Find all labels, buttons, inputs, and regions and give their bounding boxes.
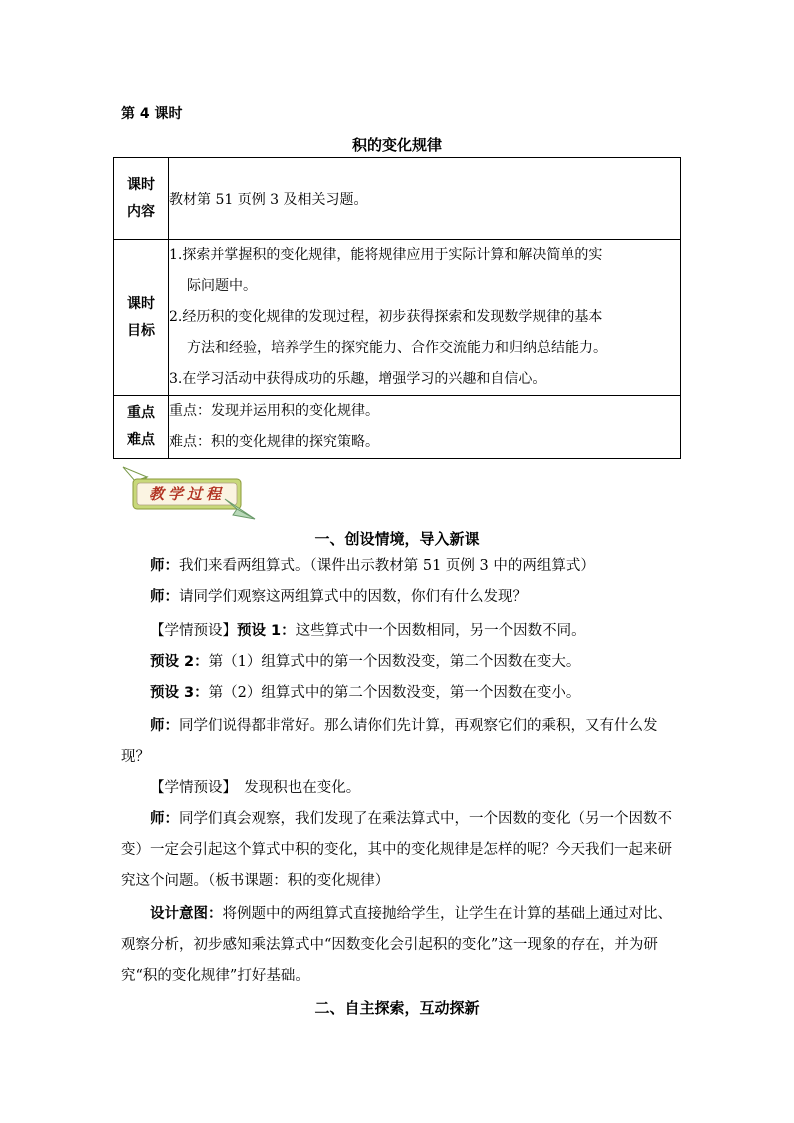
preset-tag: 【学情预设】 bbox=[150, 780, 230, 796]
paragraph-2 bbox=[121, 582, 674, 613]
content-text: 教材第 51 页例 3 及相关习题。 bbox=[169, 191, 368, 208]
goal-2-line-2: 方法和经验，培养学生的探究能力、合作交流能力和归纳总结能力。 bbox=[187, 340, 607, 356]
goal-label-line1: 课时 bbox=[127, 295, 155, 312]
content-row bbox=[114, 158, 681, 240]
paragraph-text: 第（1）组算式中的第一个因数没变，第二个因数在变大。 bbox=[208, 654, 581, 670]
speaker-label: 师： bbox=[150, 811, 179, 827]
lesson-info-table bbox=[113, 157, 681, 459]
paragraph-text: 这些算式中一个因数相同，另一个因数不同。 bbox=[295, 623, 586, 639]
goal-row bbox=[114, 240, 681, 396]
paragraph-text: 第（2）组算式中的第二个因数没变，第一个因数在变小。 bbox=[208, 685, 581, 701]
paragraph-text: 同学们真会观察，我们发现了在乘法算式中，一个因数的变化（另一个因数不变）一定会引起这个算式中积的变化，其中的变化规律是怎样的呢？今天我们一起来研究这个问题。（板书课题：积的变化规律） bbox=[121, 811, 672, 889]
preset-label: 预设 3： bbox=[150, 685, 209, 701]
design-intent-label: 设计意图： bbox=[150, 906, 223, 922]
paragraph-4 bbox=[121, 647, 674, 678]
content-label-line2: 内容 bbox=[127, 203, 155, 220]
paragraph-7 bbox=[121, 773, 674, 804]
content-cell bbox=[169, 158, 681, 240]
goal-cell bbox=[169, 240, 681, 396]
badge-text: 教学过程 bbox=[148, 485, 225, 503]
preset-label: 预设 1： bbox=[237, 623, 296, 639]
paragraph-8 bbox=[121, 804, 674, 897]
lesson-number: 第 4 课时 bbox=[121, 106, 183, 122]
goal-1-line-2: 际问题中。 bbox=[187, 278, 257, 294]
paragraph-5 bbox=[121, 678, 674, 709]
paragraph-text: 同学们说得都非常好。那么请你们先计算，再观察它们的乘积，又有什么发现？ bbox=[121, 718, 658, 765]
content-label bbox=[114, 158, 169, 240]
key-point: 重点：发现并运用积的变化规律。 bbox=[169, 403, 379, 419]
paragraph-3 bbox=[121, 616, 674, 647]
paragraph-text: 发现积也在变化。 bbox=[229, 780, 361, 796]
content-label-line1: 课时 bbox=[127, 176, 155, 193]
paragraph-text: 将例题中的两组算式直接抛给学生，让学生在计算的基础上通过对比、观察分析，初步感知乘法算式中“因数变化会引起积的变化”这一现象的存在，并为研究“积的变化规律”打好基础。 bbox=[121, 906, 672, 984]
difficult-point: 难点：积的变化规律的探究策略。 bbox=[169, 434, 379, 450]
key-label-line1: 重点 bbox=[127, 405, 155, 421]
preset-tag: 【学情预设】 bbox=[150, 623, 237, 639]
key-row bbox=[114, 396, 681, 459]
goal-2-line-1: 2.经历积的变化规律的发现过程，初步获得探索和发现数学规律的基本 bbox=[169, 309, 603, 325]
paragraph-6 bbox=[121, 711, 674, 773]
key-cell bbox=[169, 396, 681, 459]
key-label bbox=[114, 396, 169, 459]
speaker-label: 师： bbox=[150, 589, 179, 605]
teaching-process-badge bbox=[121, 465, 256, 521]
key-label-line2: 难点 bbox=[127, 432, 155, 448]
speaker-label: 师： bbox=[150, 558, 179, 574]
page-title: 积的变化规律 bbox=[351, 136, 442, 154]
section-1-heading: 一、创设情境，导入新课 bbox=[314, 530, 480, 548]
goal-label bbox=[114, 240, 169, 396]
goal-3: 3.在学习活动中获得成功的乐趣，增强学习的兴趣和自信心。 bbox=[169, 371, 547, 387]
goal-1-line-1: 1.探索并掌握积的变化规律，能将规律应用于实际计算和解决简单的实 bbox=[169, 247, 603, 263]
goal-label-line2: 目标 bbox=[127, 322, 155, 339]
paragraph-9 bbox=[121, 899, 674, 992]
paragraph-text: 我们来看两组算式。（课件出示教材第 51 页例 3 中的两组算式） bbox=[179, 558, 595, 574]
section-2-heading: 二、自主探索，互动探新 bbox=[314, 999, 480, 1017]
preset-label: 预设 2： bbox=[150, 654, 209, 670]
speaker-label: 师： bbox=[150, 718, 179, 734]
paragraph-1 bbox=[121, 551, 674, 582]
paragraph-text: 请同学们观察这两组算式中的因数，你们有什么发现？ bbox=[179, 589, 527, 605]
